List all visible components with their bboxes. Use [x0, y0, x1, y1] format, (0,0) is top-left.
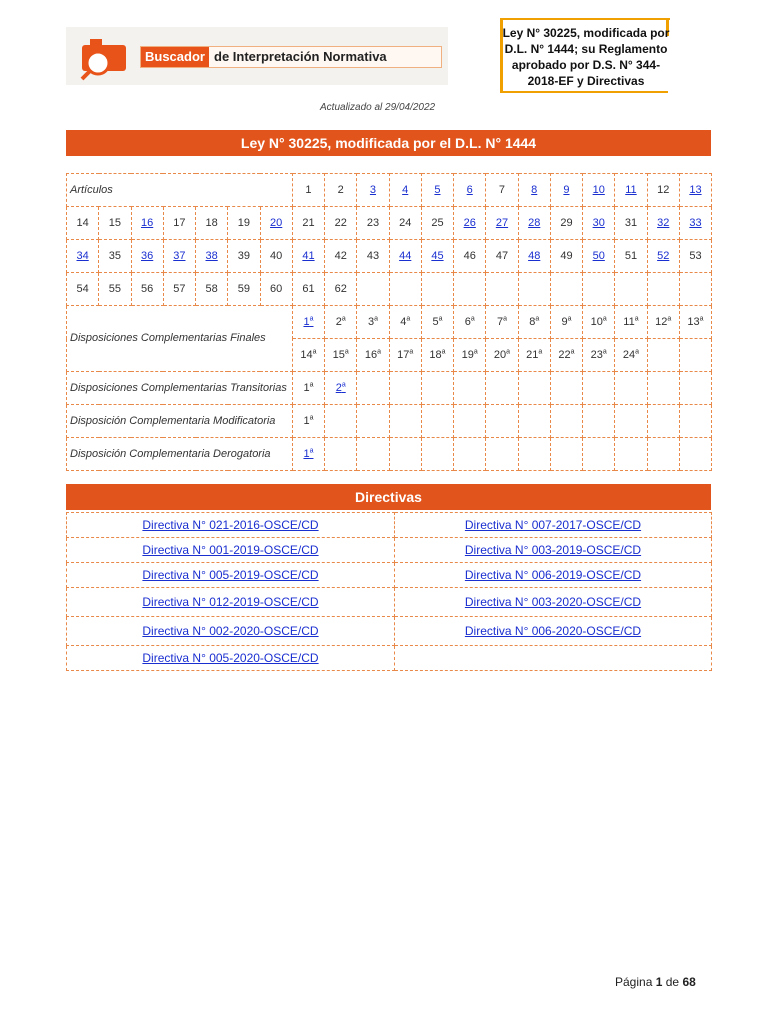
article-cell: [196, 273, 228, 306]
directiva-cell[interactable]: [395, 617, 712, 646]
table-row: [67, 207, 712, 240]
directiva-link[interactable]: Directiva N° 007-2017-OSCE/CD: [464, 518, 642, 532]
empty-cell: [389, 372, 421, 405]
table-row: [67, 306, 712, 339]
article-cell: [196, 207, 228, 240]
disposicion-cell: [325, 339, 357, 372]
article-number: 40: [270, 250, 283, 262]
article-cell[interactable]: [421, 174, 453, 207]
article-cell[interactable]: [518, 240, 550, 273]
article-cell: [260, 240, 292, 273]
directiva-cell[interactable]: [67, 646, 395, 671]
empty-cell: [615, 438, 647, 471]
empty-cell: [518, 273, 550, 306]
directiva-cell[interactable]: [395, 588, 712, 617]
empty-cell: [454, 405, 486, 438]
article-link[interactable]: 13: [689, 184, 702, 196]
article-link[interactable]: 5: [434, 184, 441, 196]
empty-cell: [679, 438, 711, 471]
article-number: 59: [237, 283, 250, 295]
disposicion-number: 18$^a$: [429, 348, 446, 362]
empty-cell: [389, 438, 421, 471]
article-link[interactable]: 20: [270, 217, 283, 229]
article-number: 46: [463, 250, 476, 262]
disposicion-number: 22$^a$: [558, 348, 575, 362]
article-number: 56: [141, 283, 154, 295]
article-cell[interactable]: [518, 174, 550, 207]
article-number: 1: [305, 184, 312, 196]
article-number: 55: [108, 283, 121, 295]
row-label: Disposición Complementaria Modificatoria: [67, 405, 293, 438]
article-link[interactable]: 45: [431, 250, 444, 262]
table-row: [67, 240, 712, 273]
article-number: 18: [205, 217, 218, 229]
directiva-cell[interactable]: [67, 617, 395, 646]
empty-cell: [486, 273, 518, 306]
disposicion-cell: [486, 306, 518, 339]
empty-cell: [389, 273, 421, 306]
disposicion-cell: [421, 306, 453, 339]
article-cell: [99, 240, 131, 273]
empty-cell: [647, 405, 679, 438]
article-cell: [292, 174, 324, 207]
empty-cell: [518, 438, 550, 471]
article-cell[interactable]: [647, 207, 679, 240]
empty-cell: [583, 405, 615, 438]
article-link[interactable]: 26: [463, 217, 476, 229]
search-logo-icon: [76, 33, 132, 81]
empty-cell: [357, 438, 389, 471]
article-link[interactable]: 41: [302, 250, 315, 262]
article-cell[interactable]: [647, 240, 679, 273]
article-link[interactable]: 30: [592, 217, 605, 229]
directiva-link[interactable]: Directiva N° 005-2019-OSCE/CD: [142, 568, 319, 582]
empty-cell: [421, 372, 453, 405]
article-link[interactable]: 28: [528, 217, 541, 229]
article-number: 23: [366, 217, 380, 229]
directiva-cell[interactable]: [67, 538, 395, 563]
article-cell[interactable]: [454, 174, 486, 207]
table-row: [67, 174, 712, 207]
article-link[interactable]: 3: [369, 184, 377, 196]
article-cell[interactable]: [421, 240, 453, 273]
article-cell[interactable]: [454, 207, 486, 240]
article-link[interactable]: 32: [657, 217, 670, 229]
article-cell: [325, 174, 357, 207]
article-cell: [131, 273, 163, 306]
row-label: Disposición Complementaria Derogatoria: [67, 438, 293, 471]
article-cell[interactable]: [67, 240, 99, 273]
disposicion-cell: [583, 306, 615, 339]
table-row: [67, 646, 712, 671]
article-number: 39: [237, 250, 250, 262]
empty-cell: [615, 273, 647, 306]
disposicion-number: 19$^a$: [461, 348, 478, 362]
disposicion-cell: [454, 339, 486, 372]
article-cell: [67, 273, 99, 306]
article-cell: [325, 240, 357, 273]
article-link[interactable]: 9: [563, 184, 570, 196]
article-link[interactable]: 37: [173, 250, 186, 262]
article-cell: [292, 273, 324, 306]
article-number: 25: [431, 217, 444, 229]
article-number: 53: [689, 250, 702, 262]
disposicion-cell: [486, 339, 518, 372]
document-title-box: [500, 18, 670, 90]
article-cell: [325, 207, 357, 240]
article-number: 14: [76, 217, 89, 229]
empty-cell: [679, 405, 711, 438]
article-number: 47: [495, 250, 509, 262]
disposicion-cell: [292, 405, 324, 438]
empty-cell: [486, 372, 518, 405]
article-link[interactable]: 11: [625, 184, 637, 196]
disposicion-number: 4$^a$: [400, 315, 411, 329]
directiva-cell[interactable]: [395, 513, 712, 538]
article-cell[interactable]: [583, 207, 615, 240]
article-number: 31: [624, 217, 638, 229]
disposicion-cell[interactable]: [292, 438, 324, 471]
article-cell: [325, 273, 357, 306]
empty-cell: [550, 273, 582, 306]
empty-cell: [518, 405, 550, 438]
article-cell: [163, 207, 195, 240]
articles-table: [66, 173, 712, 471]
article-cell: [486, 174, 518, 207]
disposicion-number: 14$^a$: [300, 348, 317, 362]
article-cell[interactable]: [486, 207, 518, 240]
article-number: 22: [334, 217, 347, 229]
disposicion-cell: [615, 306, 647, 339]
article-number: 7: [498, 184, 506, 196]
disposicion-link[interactable]: 1$^a$: [303, 315, 314, 329]
disposicion-cell: [389, 339, 421, 372]
empty-cell: [486, 405, 518, 438]
article-cell: [550, 240, 582, 273]
empty-cell: [550, 372, 582, 405]
directiva-link[interactable]: Directiva N° 012-2019-OSCE/CD: [142, 595, 319, 609]
article-number: 21: [302, 217, 315, 229]
article-number: 57: [173, 283, 186, 295]
disposicion-cell: [615, 339, 647, 372]
disposicion-cell: [357, 306, 389, 339]
article-link[interactable]: 27: [495, 217, 509, 229]
article-cell: [550, 207, 582, 240]
disposicion-number: 8$^a$: [529, 315, 540, 329]
disposicion-cell: [679, 306, 711, 339]
article-cell: [615, 240, 647, 273]
article-cell: [292, 207, 324, 240]
empty-cell: [357, 372, 389, 405]
table-row: [67, 588, 712, 617]
article-number: 62: [334, 283, 347, 295]
disposicion-cell: [454, 306, 486, 339]
empty-cell: [583, 372, 615, 405]
disposicion-cell: [357, 339, 389, 372]
article-cell: [228, 273, 260, 306]
article-number: 12: [657, 184, 670, 196]
row-label: Artículos: [67, 174, 293, 207]
empty-cell: [615, 372, 647, 405]
article-number: 24: [399, 217, 412, 229]
directiva-cell[interactable]: [67, 563, 395, 588]
article-cell[interactable]: [292, 240, 324, 273]
article-cell: [99, 207, 131, 240]
document-title: Ley N° 30225, modificada por D.L. N° 1444; su Reglamento aprobado por D.S. N° 344-2018-EF y Directivas: [502, 26, 670, 88]
article-cell[interactable]: [131, 240, 163, 273]
disposicion-cell: [292, 372, 324, 405]
article-number: 2: [337, 184, 344, 196]
empty-cell: [679, 372, 711, 405]
disposicion-number: 20$^a$: [493, 348, 511, 362]
disposicion-number: 10$^a$: [590, 315, 607, 329]
disposicion-cell[interactable]: [292, 306, 324, 339]
empty-cell: [357, 273, 389, 306]
page-number: Página 1 de 68: [615, 975, 696, 989]
empty-cell: [486, 438, 518, 471]
table-row: [67, 405, 712, 438]
article-cell[interactable]: [679, 174, 711, 207]
disposicion-number: 13$^a$: [687, 315, 704, 329]
disposicion-number: 17$^a$: [397, 348, 414, 362]
disposicion-number: 5$^a$: [432, 315, 443, 329]
article-link[interactable]: 34: [76, 250, 89, 262]
article-number: 51: [624, 250, 638, 262]
section-header-directivas: Directivas: [66, 484, 711, 510]
empty-cell: [647, 339, 679, 372]
table-row: [67, 513, 712, 538]
table-row: [67, 538, 712, 563]
article-number: 42: [334, 250, 347, 262]
article-link[interactable]: 8: [531, 184, 538, 196]
empty-cell: [454, 372, 486, 405]
empty-cell: [550, 438, 582, 471]
disposicion-number: 21$^a$: [526, 348, 543, 362]
disposicion-number: 3$^a$: [367, 315, 378, 329]
empty-cell: [454, 273, 486, 306]
article-cell: [389, 207, 421, 240]
disposicion-number: 23$^a$: [590, 348, 607, 362]
article-number: 15: [108, 217, 121, 229]
disposicion-cell: [518, 339, 550, 372]
empty-cell: [647, 372, 679, 405]
table-row: [67, 372, 712, 405]
disposicion-number: 12$^a$: [655, 315, 672, 329]
article-cell: [357, 240, 389, 273]
disposicion-cell: [518, 306, 550, 339]
article-cell[interactable]: [518, 207, 550, 240]
disposicion-number: 1$^a$: [303, 414, 314, 428]
article-cell[interactable]: [163, 240, 195, 273]
directiva-link[interactable]: Directiva N° 002-2020-OSCE/CD: [142, 624, 319, 638]
empty-cell: [325, 438, 357, 471]
article-link[interactable]: 48: [528, 250, 541, 262]
row-label: Disposiciones Complementarias Transitorias: [67, 372, 293, 405]
article-link[interactable]: 36: [141, 250, 154, 262]
article-link[interactable]: 50: [592, 250, 605, 262]
article-number: 17: [173, 217, 186, 229]
table-row: [67, 617, 712, 646]
logo-subtitle: de Interpretación Normativa: [214, 49, 387, 64]
directiva-link[interactable]: Directiva N° 021-2016-OSCE/CD: [142, 518, 319, 532]
article-cell: [163, 273, 195, 306]
article-link[interactable]: 44: [399, 250, 412, 262]
disposicion-number: 6$^a$: [464, 315, 475, 329]
disposicion-number: 11$^a$: [623, 315, 639, 329]
table-row: [67, 438, 712, 471]
disposicion-cell: [647, 306, 679, 339]
article-cell: [260, 273, 292, 306]
article-link[interactable]: 4: [402, 184, 409, 196]
article-cell[interactable]: [357, 174, 389, 207]
empty-cell: [679, 273, 711, 306]
disposicion-link[interactable]: 2$^a$: [335, 381, 346, 395]
directiva-link[interactable]: Directiva N° 001-2019-OSCE/CD: [142, 543, 319, 557]
updated-date: Actualizado al 29/04/2022: [320, 102, 436, 113]
article-cell[interactable]: [389, 174, 421, 207]
empty-cell: [615, 405, 647, 438]
article-cell: [228, 240, 260, 273]
article-link[interactable]: 38: [205, 250, 218, 262]
article-number: 61: [302, 283, 315, 295]
article-cell: [679, 240, 711, 273]
article-cell: [615, 207, 647, 240]
empty-cell: [421, 405, 453, 438]
disposicion-cell: [550, 306, 582, 339]
article-cell[interactable]: [615, 174, 647, 207]
empty-cell: [518, 372, 550, 405]
article-cell[interactable]: [260, 207, 292, 240]
disposicion-cell: [325, 306, 357, 339]
disposicion-cell[interactable]: [325, 372, 357, 405]
article-cell: [421, 207, 453, 240]
article-cell[interactable]: [131, 207, 163, 240]
disposicion-number: 24$^a$: [622, 348, 640, 362]
row-label: Disposiciones Complementarias Finales: [67, 306, 293, 372]
article-cell: [67, 207, 99, 240]
article-cell: [486, 240, 518, 273]
directiva-cell[interactable]: [395, 563, 712, 588]
empty-cell: [389, 405, 421, 438]
section-header-ley: Ley N° 30225, modificada por el D.L. N° 1444: [66, 130, 711, 156]
article-number: 43: [366, 250, 380, 262]
directiva-link[interactable]: Directiva N° 003-2019-OSCE/CD: [464, 543, 642, 557]
article-link[interactable]: 16: [141, 217, 154, 229]
directiva-link[interactable]: Directiva N° 006-2019-OSCE/CD: [464, 568, 642, 582]
empty-cell: [421, 273, 453, 306]
article-cell[interactable]: [583, 174, 615, 207]
empty-cell: [454, 438, 486, 471]
article-link[interactable]: 10: [592, 184, 605, 196]
disposicion-number: 1$^a$: [303, 381, 314, 395]
article-cell: [99, 273, 131, 306]
table-row: [67, 273, 712, 306]
directivas-table: [66, 512, 712, 671]
disposicion-cell: [389, 306, 421, 339]
article-number: 35: [108, 250, 121, 262]
table-row: [67, 563, 712, 588]
article-cell: [647, 174, 679, 207]
empty-cell: [679, 339, 711, 372]
empty-cell: [421, 438, 453, 471]
logo-brand: Buscador: [141, 47, 209, 67]
disposicion-cell: [421, 339, 453, 372]
directiva-cell[interactable]: [67, 588, 395, 617]
empty-cell: [550, 405, 582, 438]
directiva-cell: [395, 646, 712, 671]
article-link[interactable]: 33: [689, 217, 702, 229]
empty-cell: [357, 405, 389, 438]
empty-cell: [647, 438, 679, 471]
empty-cell: [583, 438, 615, 471]
disposicion-number: 2$^a$: [335, 315, 346, 329]
disposicion-number: 9$^a$: [561, 315, 572, 329]
disposicion-cell: [292, 339, 324, 372]
article-cell[interactable]: [196, 240, 228, 273]
article-link[interactable]: 52: [657, 250, 670, 262]
directiva-cell[interactable]: [67, 513, 395, 538]
directiva-link[interactable]: Directiva N° 003-2020-OSCE/CD: [464, 595, 642, 609]
article-cell: [357, 207, 389, 240]
article-number: 29: [560, 217, 573, 229]
article-cell: [228, 207, 260, 240]
article-number: 49: [560, 250, 573, 262]
directiva-cell[interactable]: [395, 538, 712, 563]
directiva-link[interactable]: Directiva N° 005-2020-OSCE/CD: [142, 651, 319, 665]
article-link[interactable]: 6: [466, 184, 473, 196]
disposicion-cell: [583, 339, 615, 372]
article-number: 58: [205, 283, 218, 295]
article-cell[interactable]: [679, 207, 711, 240]
disposicion-cell: [550, 339, 582, 372]
empty-cell: [583, 273, 615, 306]
logo: [66, 27, 448, 85]
empty-cell: [325, 405, 357, 438]
directiva-link[interactable]: Directiva N° 006-2020-OSCE/CD: [464, 624, 642, 638]
disposicion-number: 16$^a$: [364, 348, 382, 362]
disposicion-number: 15$^a$: [332, 348, 349, 362]
disposicion-link[interactable]: 1$^a$: [303, 447, 314, 461]
article-number: 54: [76, 283, 89, 295]
disposicion-number: 7$^a$: [496, 315, 507, 329]
article-number: 60: [270, 283, 283, 295]
article-cell[interactable]: [583, 240, 615, 273]
empty-cell: [647, 273, 679, 306]
article-cell: [454, 240, 486, 273]
article-cell[interactable]: [389, 240, 421, 273]
article-cell[interactable]: [550, 174, 582, 207]
article-number: 19: [237, 217, 250, 229]
